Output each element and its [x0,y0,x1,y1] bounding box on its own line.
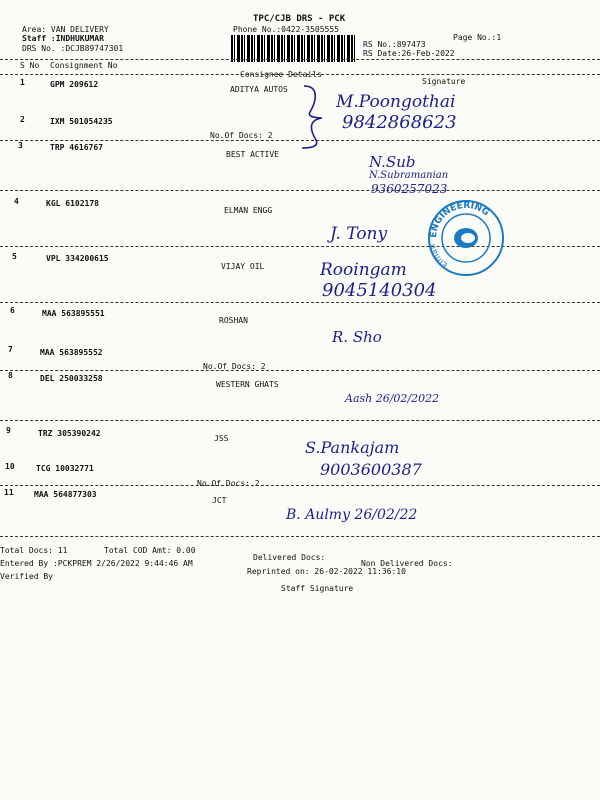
handwritten-phone: 9045140304 [322,280,437,301]
row-sno: 8 [8,371,13,380]
total-docs: Total Docs: 11 [0,546,68,555]
phone-number: Phone No.:0422-3505555 [233,25,339,34]
row-consignment: GPM 209612 [50,80,99,89]
row-consignment: MAA 563895552 [40,348,103,357]
row-consignee: ADITYA AUTOS [230,85,288,94]
page-number: Page No.:1 [453,33,502,42]
drs-number: DRS No. :DCJB89747301 [22,44,124,53]
row-consignment: TRP 4616767 [50,143,103,152]
divider [0,370,600,371]
handwritten-name: J. Tony [330,224,388,244]
handwritten-phone: 9003600387 [320,460,422,479]
docs-count: No.Of Docs: 2 [197,479,260,488]
row-sno: 4 [14,197,19,206]
staff-signature: Staff Signature [281,584,354,593]
col-signature: Signature [422,77,466,86]
company-stamp [426,198,506,278]
handwritten-name: M.Poongothai [336,92,456,112]
staff-label: Staff :INDHUKUMAR [22,34,104,43]
row-sno: 11 [4,488,14,497]
row-consignment: MAA 563895551 [42,309,105,318]
row-consignment: KGL 6102178 [46,199,99,208]
divider [0,74,600,75]
row-consignee: JSS [214,434,229,443]
handwritten-name: S.Pankajam [305,438,400,457]
divider [0,190,600,191]
col-consignee: Consignee Details [240,70,322,79]
row-consignment: TCG 10032771 [36,464,94,473]
handwritten-name: Rooingam [320,260,407,280]
row-consignee: ELMAN ENGG [224,206,273,215]
divider [0,59,600,60]
svg-text:Elman [428,243,450,270]
row-consignment: VPL 334200615 [46,254,109,263]
col-sno: S No [20,61,40,70]
row-consignment: TRZ 305390242 [38,429,101,438]
rs-number: RS No.:897473 [363,40,426,49]
row-sno: 10 [5,462,15,471]
divider [0,302,600,303]
row-sno: 7 [8,345,13,354]
divider [0,485,600,486]
row-consignment: MAA 564877303 [34,490,97,499]
row-consignee: JCT [212,496,227,505]
docs-count: No.Of Docs: 2 [203,362,266,371]
rs-date: RS Date:26-Feb-2022 [363,49,455,58]
handwritten-signature: Aash 26/02/2022 [345,392,440,405]
handwritten-phone: 9842868623 [342,112,457,133]
handwritten-name: R. Sho [332,328,382,346]
handwritten-signature: B. Aulmy 26/02/22 [286,507,418,523]
verified-by: Verified By [0,572,53,581]
stamp-text: ENGINEERING [428,200,491,239]
handwritten-phone: 9360257023 [371,182,448,196]
docs-count: No.Of Docs: 2 [210,131,273,140]
divider [0,246,600,247]
divider [0,420,600,421]
brace-mark [296,82,336,152]
non-delivered-docs: Non Delivered Docs: [361,559,453,568]
reprinted-on: Reprinted on: 26-02-2022 11:36:10 [247,567,406,576]
barcode [231,35,357,62]
divider [0,536,600,537]
row-sno: 2 [20,115,25,124]
row-consignee: VIJAY OIL [221,262,265,271]
stamp-text: Elman [427,243,450,270]
row-sno: 3 [18,141,23,150]
col-consignment: Consignment No [50,61,118,70]
row-consignee: ROSHAN [219,316,248,325]
area-label: Area: VAN DELIVERY [22,25,109,34]
document-title: TPC/CJB DRS - PCK [253,14,346,24]
entered-by: Entered By :PCKPREM 2/26/2022 9:44:46 AM [0,559,193,568]
total-cod: Total COD Amt: 0.00 [104,546,196,555]
delivered-docs: Delivered Docs: [253,553,326,562]
row-sno: 1 [20,78,25,87]
row-sno: 5 [12,252,17,261]
row-consignee: BEST ACTIVE [226,150,279,159]
handwritten-name: N.Sub [369,153,416,171]
row-consignment: IXM 501054235 [50,117,113,126]
row-sno: 9 [6,426,11,435]
row-consignment: DEL 250033258 [40,374,103,383]
handwritten-name: N.Subramanian [369,170,449,181]
row-sno: 6 [10,306,15,315]
row-consignee: WESTERN GHATS [216,380,279,389]
